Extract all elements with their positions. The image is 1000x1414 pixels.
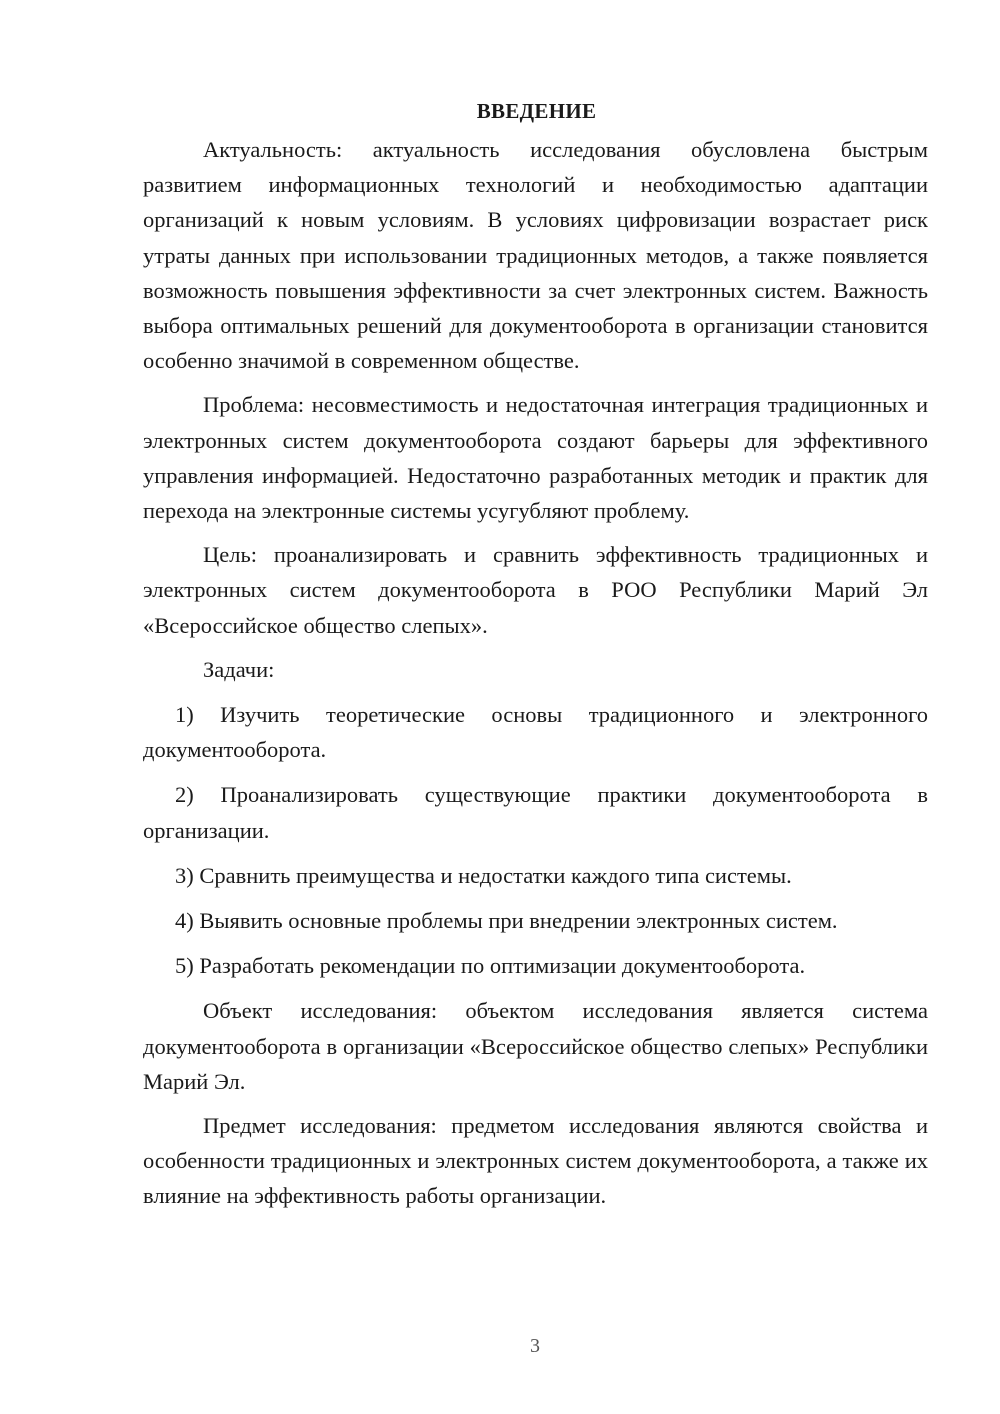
object-paragraph: Объект исследования: объектом исследования является система документооборота в организации «Всероссийское общество слепых» Республики Марий Эл.	[143, 998, 928, 1094]
task-item-2: 2) Проанализировать существующие практики документооборота в организации.	[143, 782, 928, 843]
subject-paragraph: Предмет исследования: предметом исследования являются свойства и особенности традиционных и электронных систем документооборота, а также их влияние на эффективность работы организации.	[143, 1113, 928, 1209]
task-item-5: 5) Разработать рекомендации по оптимизации документооборота.	[175, 953, 806, 979]
task-item-4: 4) Выявить основные проблемы при внедрении электронных систем.	[175, 908, 838, 934]
page-number: 3	[530, 1335, 540, 1357]
section-title: ВВЕДЕНИЕ	[476, 99, 597, 123]
page-content	[143, 96, 928, 1223]
problem-paragraph: Проблема: несовместимость и недостаточная интеграция традиционных и электронных систем документооборота создают барьеры для эффективного управления информацией. Недостаточно разработанных методик и практик для перехода на электронные системы усугубляют проблему.	[143, 392, 928, 524]
relevance-paragraph: Актуальность: актуальность исследования обусловлена быстрым развитием информационных технологий и необходимостью адаптации организаций к новым условиям. В условиях цифровизации возрастает риск утраты данных при использовании традиционных методов, а также появляется возможность повышения эффективности за счет электронных систем. Важность выбора оптимальных решений для документооборота в организации становится особенно значимой в современном обществе.	[143, 137, 928, 374]
task-item-3: 3) Сравнить преимущества и недостатки каждого типа системы.	[175, 862, 792, 888]
task-item-1: 1) Изучить теоретические основы традиционного и электронного документооборота.	[143, 702, 928, 763]
tasks-heading: Задачи:	[203, 656, 275, 682]
goal-paragraph: Цель: проанализировать и сравнить эффективность традиционных и электронных систем документооборота в РОО Республики Марий Эл «Всероссийское общество слепых».	[143, 542, 928, 638]
